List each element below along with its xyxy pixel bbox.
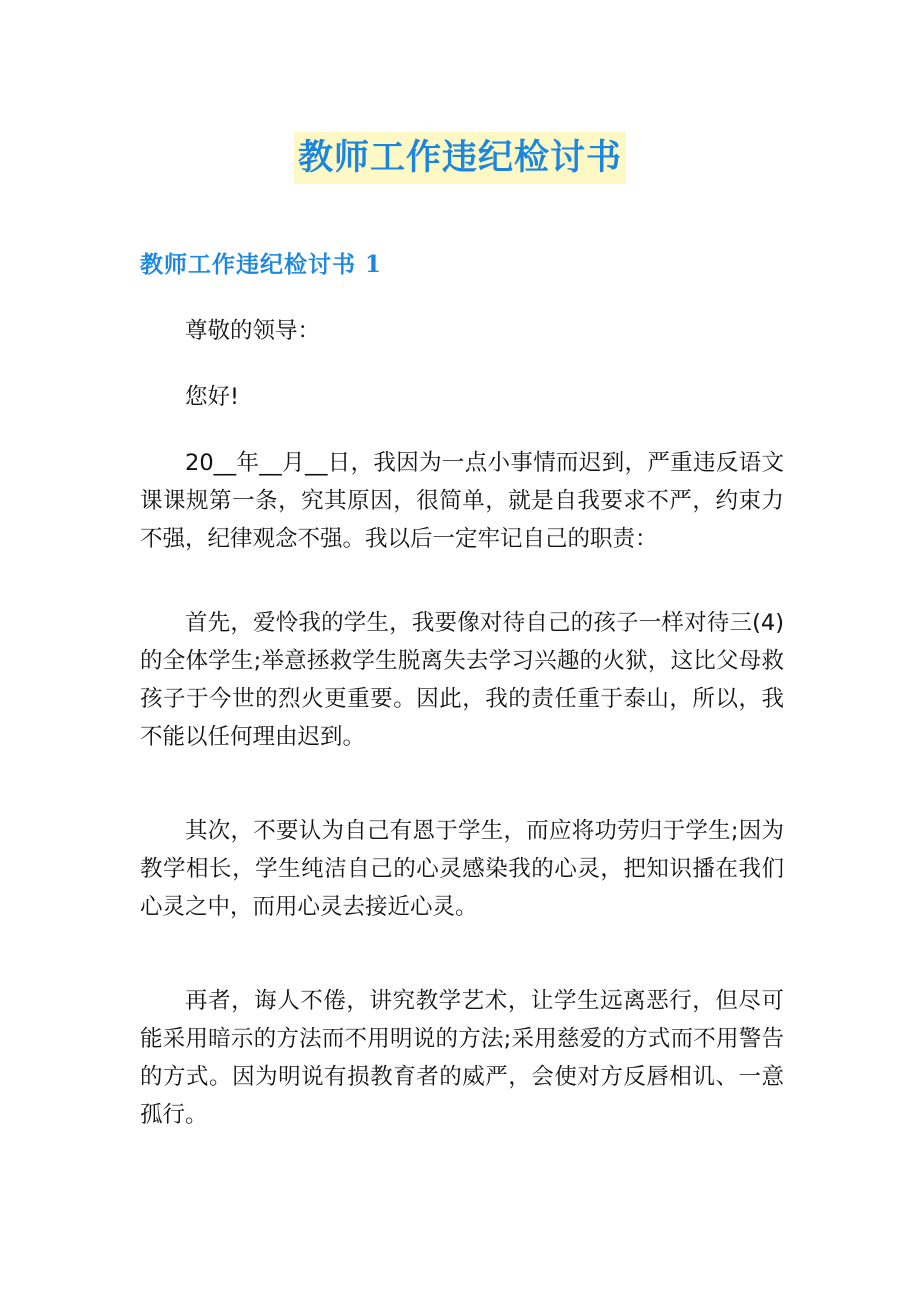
greeting: 您好! <box>185 384 240 410</box>
document-title: 教师工作违纪检讨书 <box>294 132 626 184</box>
paragraph-1: 20__年__月__日，我因为一点小事情而迟到，严重违反语文课课规第一条，究其原因，很简单，就是自我要求不严，约束力不强，纪律观念不强。我以后一定牢记自己的职责： <box>140 450 784 552</box>
paragraph-2: 首先，爱怜我的学生，我要像对待自己的孩子一样对待三(4)的全体学生;举意拯救学生脱离失去学习兴趣的火狱，这比父母救孩子于今世的烈火更重要。因此，我的责任重于泰山，所以，我不能以任何理由迟到。 <box>140 610 784 750</box>
salutation: 尊敬的领导： <box>185 318 321 344</box>
paragraph-4: 再者，诲人不倦，讲究教学艺术，让学生远离恶行，但尽可能采用暗示的方法而不用明说的方法;采用慈爱的方式而不用警告的方式。因为明说有损教育者的威严，会使对方反唇相讥、一意孤行。 <box>140 988 784 1128</box>
paragraph-3: 其次，不要认为自己有恩于学生，而应将功劳归于学生;因为教学相长，学生纯洁自己的心灵感染我的心灵，把知识播在我们心灵之中，而用心灵去接近心灵。 <box>140 818 784 920</box>
section-heading: 教师工作违纪检讨书 1 <box>140 251 383 278</box>
title-container <box>0 132 920 184</box>
